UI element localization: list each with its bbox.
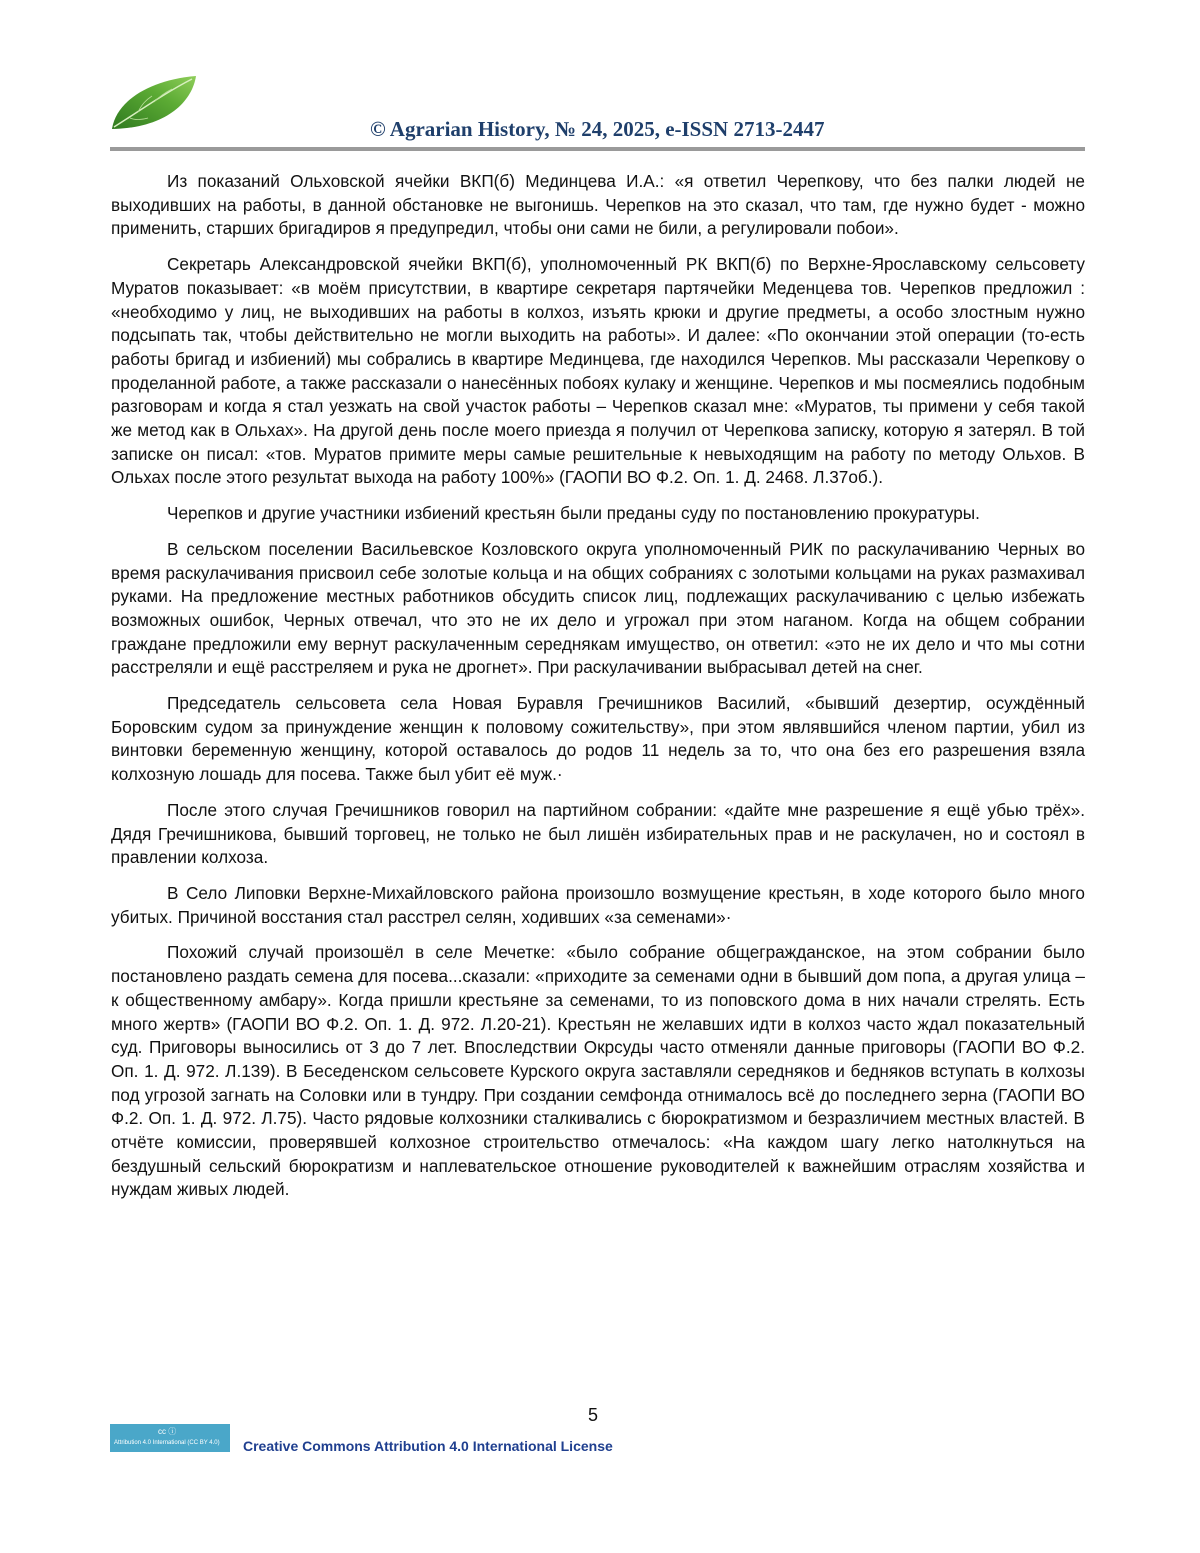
paragraph: Из показаний Ольховской ячейки ВКП(б) Мединцева И.А.: «я ответил Черепкову, что без палки людей не выходивших на работы, в данной обстановке не выгонишь. Черепков на это сказал, что там, где нужно будет - можно применить, старших бригадиров я предупредил, чтобы они сами не били, а регулировали побои».	[111, 171, 1085, 239]
article-body	[111, 170, 1085, 1214]
journal-leaf-logo	[108, 74, 200, 134]
paragraph: Председатель сельсовета села Новая Буравля Гречишников Василий, «бывший дезертир, осуждённый Боровским судом за принуждение женщин к половому сожительству», при этом являвшийся членом партии, убил из винтовки беременную женщину, которой оставалось до родов 11 недель за то, что она без его разрешения взяла колхозную лошадь для посева. Также был убит её муж.·	[111, 693, 1085, 785]
cc-badge-text: Attribution 4.0 International (CC BY 4.0)	[114, 1440, 220, 1446]
license-link[interactable]: Creative Commons Attribution 4.0 International License	[243, 1438, 613, 1454]
cc-by-icon: cc ⓘ	[158, 1427, 177, 1436]
page-number: 5	[588, 1405, 599, 1425]
paragraph: Черепков и другие участники избиений крестьян были преданы суду по постановлению прокуратуры.	[167, 503, 980, 524]
paragraph: Похожий случай произошёл в селе Мечетке: «было собрание общегражданское, на этом собрании было постановлено раздать семена для посева...сказали: «приходите за семенами одни в бывший дом попа, а другая улица – к общественному амбару». Когда пришли крестьяне за семенами, то из поповского дома в них начали стрелять. Есть много жертв» (ГАОПИ ВО Ф.2. Оп. 1. Д. 972. Л.20-21). Крестьян не желавших идти в колхоз часто ждал показательный суд. Приговоры выносились от 3 до 7 лет. Впоследствии Окрсуды часто отменяли данные приговоры (ГАОПИ ВО Ф.2. Оп. 1. Д. 972. Л.139). В Беседенском сельсовете Курского округа заставляли середняков и бедняков вступать в колхозы под угрозой загнать на Соловки или в тундру. При создании семфонда отнималось всё до последнего зерна (ГАОПИ ВО Ф.2. Оп. 1. Д. 972. Л.75). Часто рядовые колхозники сталкивались с бюрократизмом и безразличием местных властей. В отчёте комиссии, проверявшей колхозное строительство отмечалось: «На каждом шагу легко натолкнуться на бездушный сельский бюрократизм и наплевательское отношение руководителей к важнейшим отраслям хозяйства и нуждам живых людей.	[111, 942, 1085, 1200]
paragraph: После этого случая Гречишников говорил на партийном собрании: «дайте мне разрешение я ещё убью трёх». Дядя Гречишникова, бывший торговец, не только не был лишён избирательных прав и не раскулачен, но и состоял в правлении колхоза.	[111, 799, 1085, 868]
paragraph: В сельском поселении Васильевское Козловского округа уполномоченный РИК по раскулачиванию Черных во время раскулачивания присвоил себе золотые кольца и на общих собраниях с золотыми кольцами на руках размахивал руками. На предложение местных работников обсудить список лиц, подлежащих раскулачиванию с целью избежать возможных ошибок, Черных отвечал, что это не их дело и угрожал при этом наганом. Когда на общем собрании граждане предложили ему вернут раскулаченным середнякам имущество, он ответил: «это не их дело и что мы сотни расстреляли и ещё расстреляем и рука не дрогнет». При раскулачивании выбрасывал детей на снег.	[111, 538, 1085, 678]
journal-title: © Agrarian History, № 24, 2025, e-ISSN 2713-2447	[370, 117, 825, 141]
header-divider	[110, 147, 1085, 151]
paragraph: Секретарь Александровской ячейки ВКП(б), уполномоченный РК ВКП(б) по Верхне-Ярославскому сельсовету Муратов показывает: «в моём присутствии, в квартире секретаря партячейки Меденцева тов. Черепков предложил : «необходимо у лиц, не выходивших на работы в колхоз, изъять крюки и другие предметы, а особо злостным нужно подсыпать так, чтобы действительно не могли выходить на работы». И далее: «По окончании этой операции (то-есть работы бригад и избиений) мы собрались в квартире Мединцева, где находился Черепков. Мы рассказали Черепкову о проделанной работе, а также рассказали о нанесённых побоях кулаку и женщине. Черепков и мы посмеялись подобным разговорам и когда я стал уезжать на свой участок работы – Черепков сказал мне: «Муратов, ты примени у себя такой же метод как в Ольхах». На другой день после моего приезда я получил от Черепкова записку, которую я затерял. В той записке он писал: «тов. Муратов примите меры самые решительные к невыходящим на работу по методу Ольхов. В Ольхах после этого результат выхода на работу 100%» (ГАОПИ ВО Ф.2. Оп. 1. Д. 2468. Л.37об.).	[111, 254, 1085, 488]
paragraph: В Село Липовки Верхне-Михайловского района произошло возмущение крестьян, в ходе которого было много убитых. Причиной восстания стал расстрел селян, ходивших «за семенами»·	[111, 882, 1085, 927]
cc-license-badge[interactable]	[110, 1424, 230, 1452]
